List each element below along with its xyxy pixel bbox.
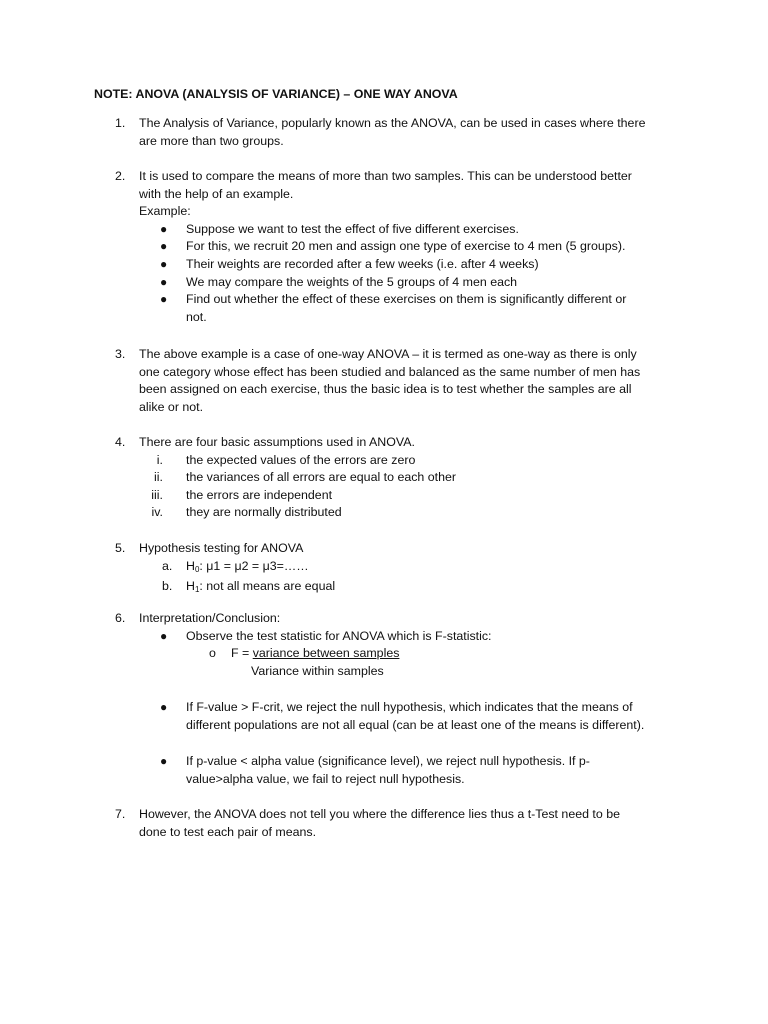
formula-numerator: variance between samples [252, 646, 400, 661]
hypothesis-alternative: b. $H_1$: not all means are equal [162, 579, 336, 595]
item-number: 1. [115, 116, 126, 130]
bullet-item: ● For this, we recruit 20 men and assign one type of exercise to 4 men (5 groups). [139, 238, 679, 256]
item-text [139, 540, 679, 599]
bullet-item: ● Their weights are recorded after a few weeks (i.e. after 4 weeks) [139, 256, 679, 274]
text-line: alike or not. [139, 399, 204, 414]
bullet-continuation: value>alpha value, we fail to reject null hypothesis. [186, 771, 465, 786]
roman-list [139, 452, 679, 522]
bullet-item: ● Find out whether the effect of these exercises on them is significantly different or [139, 291, 679, 309]
item-number: 5. [115, 541, 126, 555]
text-line: are more than two groups. [139, 133, 284, 148]
bullet-icon: ● [160, 221, 168, 236]
text-line: However, the ANOVA does not tell you where the difference lies thus a t-Test need to be [139, 807, 620, 821]
bullet-list [139, 221, 679, 327]
item-number: 6. [115, 611, 126, 625]
text-line: There are four basic assumptions used in ANOVA. [139, 435, 415, 449]
text-line: one category whose effect has been studied and balanced as the same number of men has [139, 364, 641, 379]
page-title: NOTE: ANOVA (ANALYSIS OF VARIANCE) – ONE WAY ANOVA [94, 87, 458, 101]
bullet-icon: ● [160, 256, 168, 271]
bullet-item: ● Suppose we want to test the effect of five different exercises. [139, 221, 679, 239]
text-line: with the help of an example. [139, 186, 294, 201]
hypothesis-null: a. $H_0$: μ1 = μ2 = μ3=…… [162, 558, 309, 574]
bullet-item: ● If F-value > F-crit, we reject the null hypothesis, which indicates that the means of [139, 699, 679, 717]
item-text [139, 115, 679, 150]
text-line: The Analysis of Variance, popularly known as the ANOVA, can be used in cases where there [139, 116, 646, 130]
item-number: 4. [115, 435, 126, 449]
item-number: 3. [115, 347, 126, 361]
item-text [139, 806, 679, 841]
text-line: Hypothesis testing for ANOVA [139, 541, 304, 555]
text-line: done to test each pair of means. [139, 824, 317, 839]
item-text [139, 753, 679, 788]
text-line: It is used to compare the means of more than two samples. This can be understood better [139, 169, 632, 183]
bullet-item: ● Observe the test statistic for ANOVA which is F-statistic: [139, 628, 679, 646]
bullet-continuation: not. [186, 309, 207, 324]
bullet-icon: ● [160, 628, 168, 643]
text-line: Interpretation/Conclusion: [139, 611, 281, 625]
bullet-continuation: different populations are not all equal (can be at least one of the means is different). [186, 717, 645, 732]
formula-line [139, 645, 679, 663]
example-label: Example: [139, 204, 191, 219]
bullet-icon: ● [160, 700, 168, 714]
item-text [139, 168, 679, 326]
formula-denominator: Variance within samples [251, 663, 384, 678]
bullet-icon: ● [160, 754, 168, 768]
text-line: been assigned on each exercise, thus the basic idea is to test whether the samples are all [139, 382, 632, 397]
roman-item: i. the expected values of the errors are zero [156, 452, 416, 467]
roman-item: iii. the errors are independent [151, 487, 333, 502]
bullet-item: ● If p-value < alpha value (significance level), we reject null hypothesis. If p- [139, 753, 679, 771]
circle-bullet-icon: o [209, 646, 216, 661]
roman-item: ii. the variances of all errors are equal to each other [154, 470, 456, 485]
item-text [139, 434, 679, 522]
formula-lhs: F = [231, 646, 253, 661]
text-line: The above example is a case of one-way ANOVA – it is termed as one-way as there is only [139, 347, 637, 361]
bullet-item: ● We may compare the weights of the 5 groups of 4 men each [139, 274, 679, 292]
alpha-list [139, 558, 679, 599]
item-number: 7. [115, 807, 126, 821]
bullet-icon: ● [160, 239, 168, 254]
bullet-icon: ● [160, 292, 168, 307]
item-text [139, 346, 679, 416]
bullet-icon: ● [160, 274, 168, 289]
roman-item: iv. they are normally distributed [151, 505, 342, 520]
item-number: 2. [115, 169, 126, 183]
item-text [139, 699, 679, 734]
item-text [139, 610, 679, 680]
